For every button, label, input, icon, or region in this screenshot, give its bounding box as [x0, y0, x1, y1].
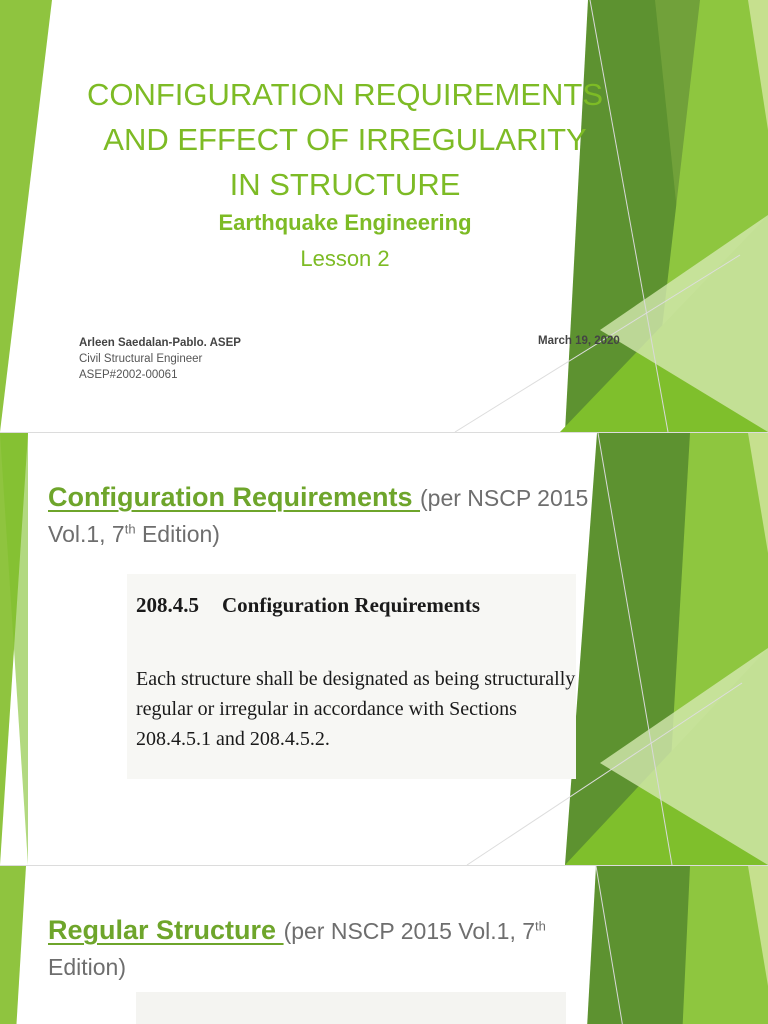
excerpt-body: Each structure shall be designated as being structurally regular or irregular in accordance with Sections 208.4.5.1 and 208.4.5.2.: [136, 668, 576, 750]
heading-superscript: th: [535, 918, 546, 934]
title-line: IN STRUCTURE: [229, 166, 461, 202]
excerpt-section-number: 208.4.5: [136, 593, 199, 617]
regular-structure-slide: [0, 866, 768, 1024]
course-subtitle: Earthquake Engineering: [218, 210, 472, 235]
code-excerpt-image: [136, 992, 566, 1024]
author-id: ASEP#2002-00061: [79, 369, 178, 381]
excerpt-heading: [136, 593, 480, 618]
author-block: [79, 335, 241, 383]
heading-accent: Regular Structure: [48, 915, 284, 945]
presentation-title: [60, 73, 630, 208]
author-name: Arleen Saedalan-Pablo. ASEP: [79, 337, 241, 349]
heading-reference: (per NSCP 2015 Vol.1, 7: [48, 485, 589, 547]
lesson-label: Lesson 2: [300, 246, 390, 271]
slide-heading: [48, 479, 608, 552]
author-role: Civil Structural Engineer: [79, 353, 203, 365]
title-slide: [0, 0, 768, 432]
excerpt-section-title: Configuration Requirements: [222, 593, 481, 617]
heading-edition: Edition): [48, 954, 126, 980]
title-line: CONFIGURATION REQUIREMENTS: [86, 77, 604, 112]
configuration-requirements-slide: [0, 433, 768, 865]
title-line: AND EFFECT OF IRREGULARITY: [103, 121, 587, 157]
heading-edition: Edition): [135, 521, 220, 547]
code-excerpt-image: [127, 574, 576, 779]
heading-accent: Configuration Requirements: [48, 482, 421, 512]
heading-reference: (per NSCP 2015 Vol.1, 7: [283, 918, 536, 944]
slide-heading: [48, 912, 608, 985]
heading-superscript: th: [124, 521, 136, 537]
presentation-date: March 19, 2020: [538, 335, 620, 347]
